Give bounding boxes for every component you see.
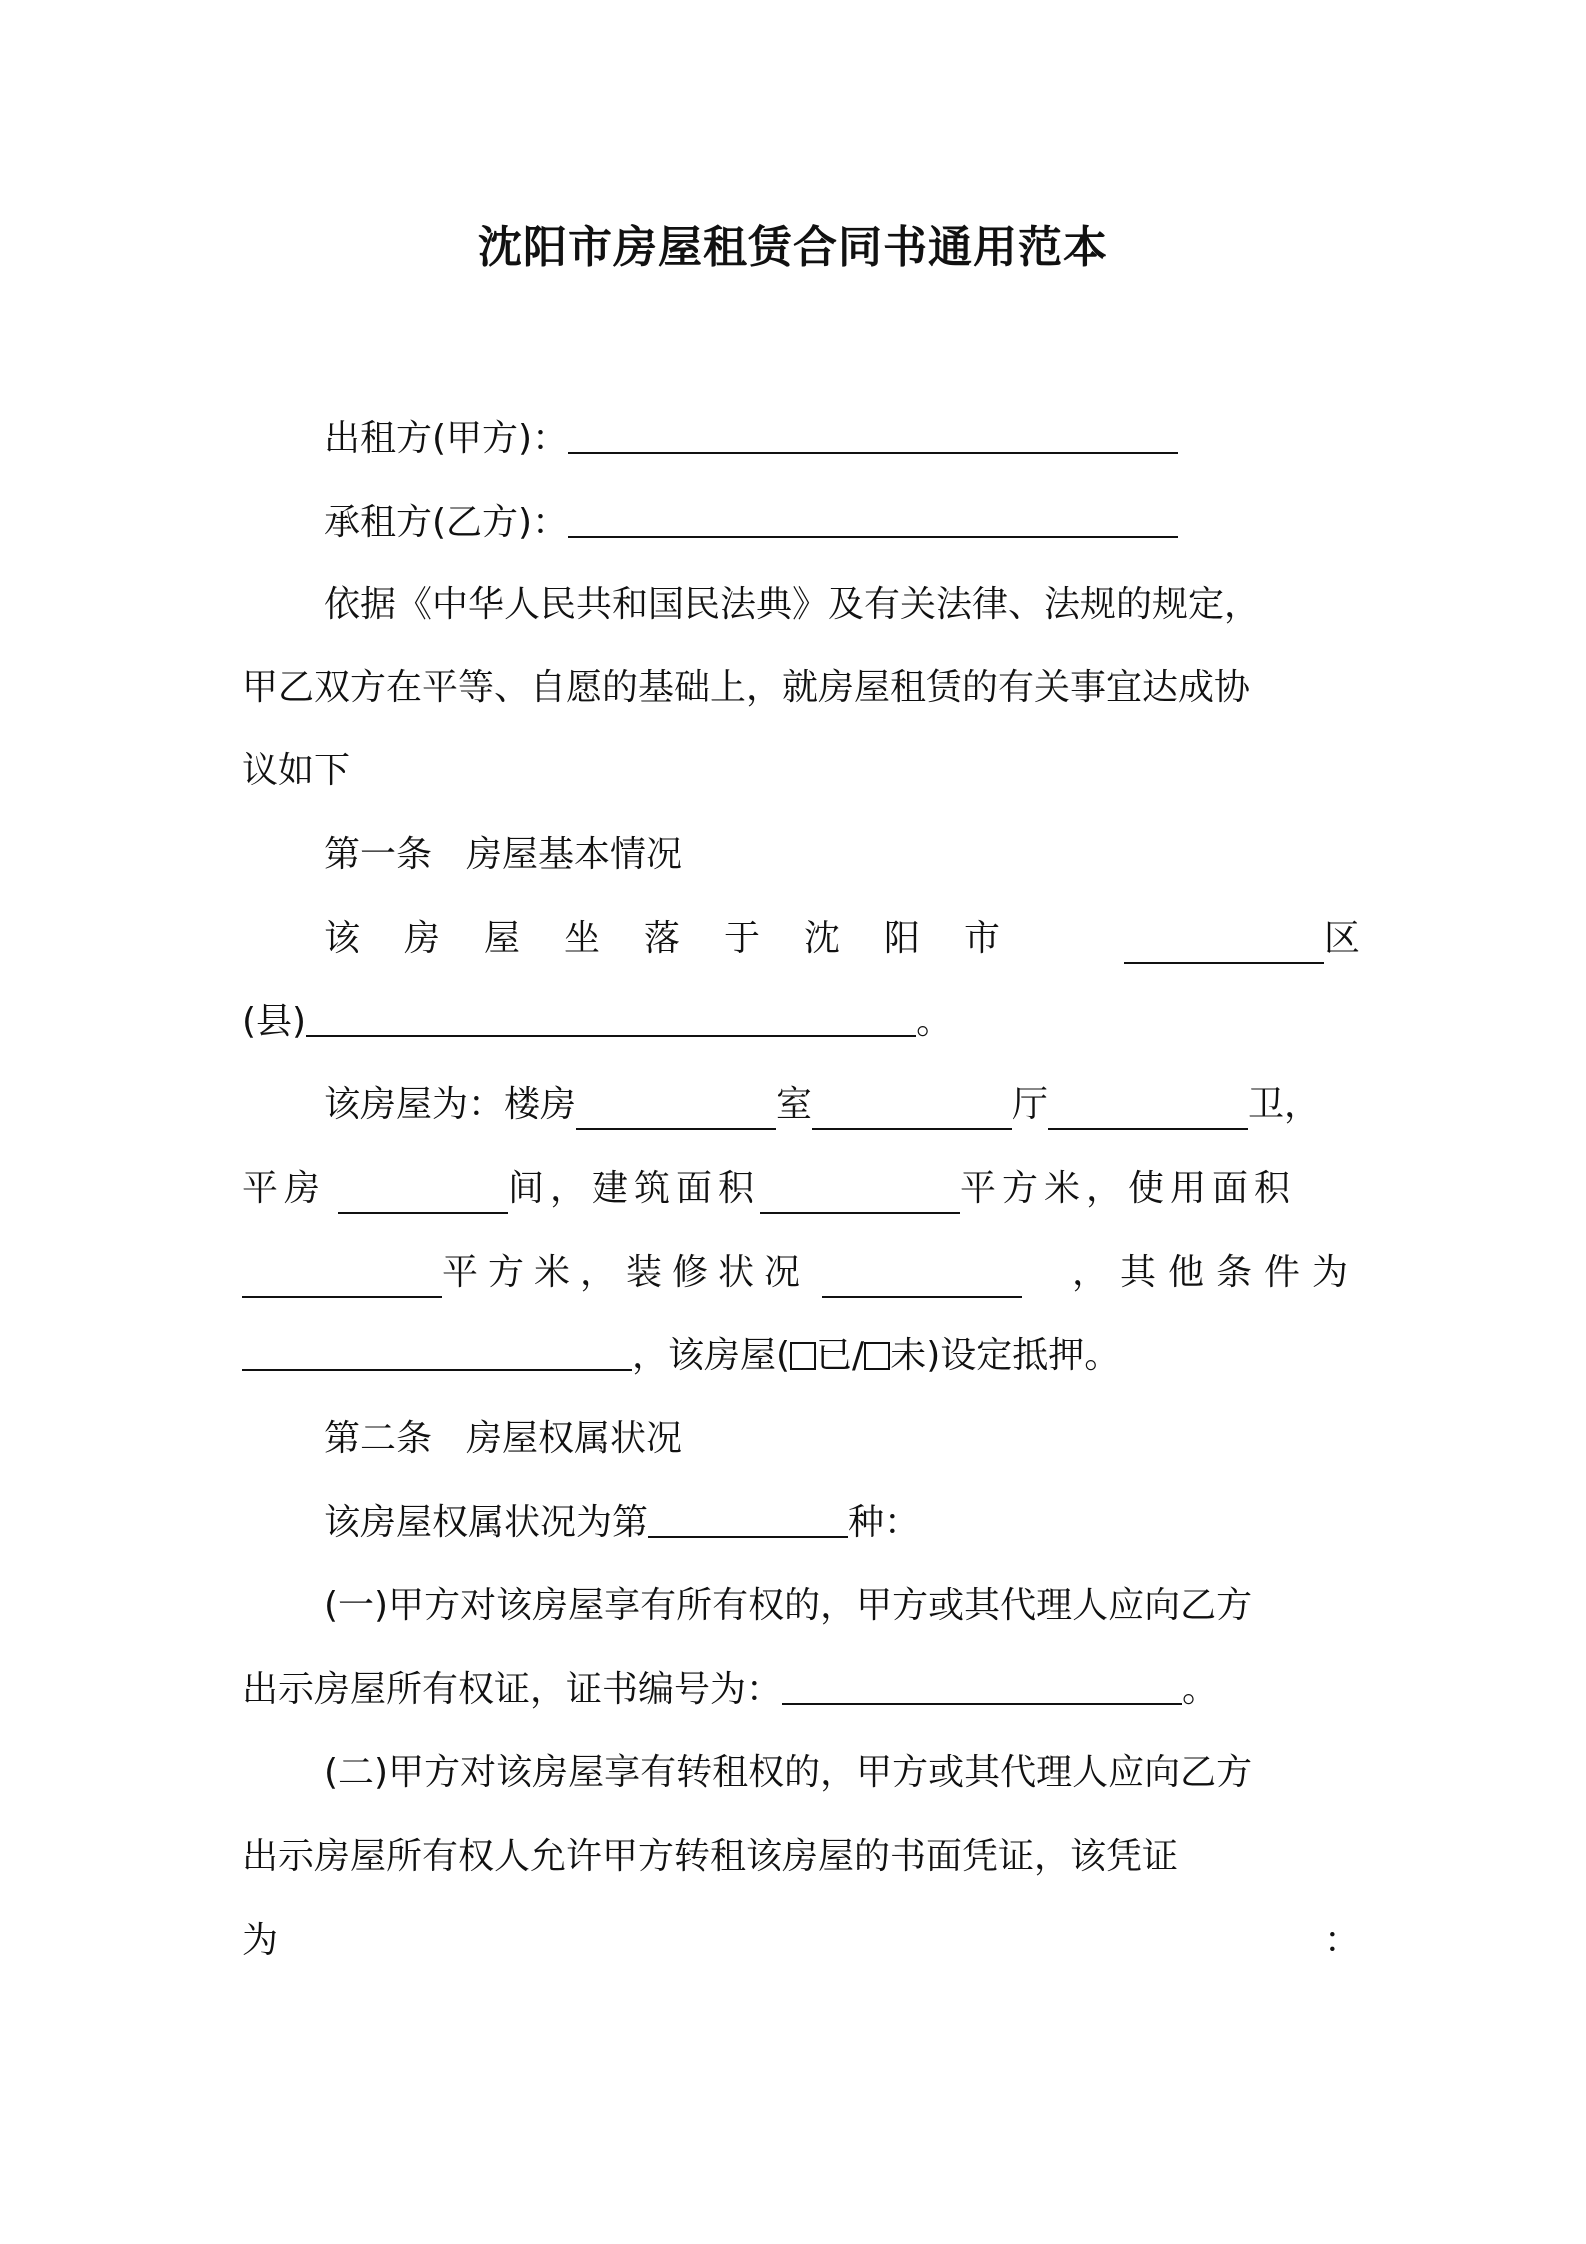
bath-blank[interactable] [1048,1094,1248,1130]
bungalow-label: 平房 [242,1168,327,1209]
lessee-blank[interactable] [568,502,1178,538]
lessor-label: 出租方(甲方)： [324,418,569,459]
mortgage-yes-checkbox[interactable] [790,1342,816,1370]
cert-number-blank[interactable] [782,1669,1182,1705]
district-label: 区 [1323,918,1360,959]
item2-line-1: (二)甲方对该房屋享有转租权的，甲方或其代理人应向乙方 [324,1752,1253,1793]
location-line [242,914,1360,964]
use-area-blank[interactable] [242,1262,442,1298]
item2-line-2: 出示房屋所有权人允许甲方转租该房屋的书面凭证，该凭证 [242,1836,1179,1877]
county-line [242,997,1360,1047]
status-line [242,1498,1442,1548]
decoration-line [242,1248,1360,1298]
type-line [242,1080,1442,1130]
mortgage-line [242,1331,1360,1381]
bath-label: 卫， [1248,1084,1321,1125]
decoration-label: 平方米，装修状况 [442,1252,811,1293]
hall-blank[interactable] [812,1094,1012,1130]
mortgage-yes-label: 已/ [816,1335,865,1376]
article1-number: 第一条 [324,834,433,875]
item2-line-3 [242,1916,1360,1966]
status-suffix: 种： [848,1502,921,1543]
area-line [242,1164,1360,1214]
item2-line3-right: ： [1323,1920,1360,1961]
article2-heading [242,1414,1442,1464]
status-prefix: 该房屋权属状况为第 [324,1502,649,1543]
mortgage-no-checkbox[interactable] [864,1342,890,1370]
item2-line3-left: 为 [242,1920,279,1961]
mortgage-prefix: ，该房屋( [632,1335,791,1376]
item1-end: 。 [1182,1669,1219,1710]
address-blank[interactable] [306,1001,916,1037]
type-prefix: 该房屋为：楼房 [324,1084,577,1125]
location-prefix: 该房屋坐落于沈阳市 [324,918,1045,959]
room-label: 室 [776,1084,813,1125]
room-blank[interactable] [576,1094,776,1130]
use-area-label: 平方米，使用面积 [960,1168,1297,1209]
article2-title: 房屋权属状况 [466,1418,683,1459]
item1-cert-label: 出示房屋所有权证，证书编号为： [242,1669,783,1710]
mortgage-no-label: 未)设定抵押。 [890,1335,1121,1376]
lessee-label: 承租方(乙方)： [324,502,569,543]
jian-label: 间，建筑面积 [508,1168,761,1209]
other-cond-label: ，其他条件为 [1071,1252,1360,1293]
lessee-line [242,498,1442,548]
build-area-blank[interactable] [760,1178,960,1214]
article2-number: 第二条 [324,1418,433,1459]
article1-title: 房屋基本情况 [466,834,683,875]
bungalow-blank[interactable] [338,1178,508,1214]
item1-line-1: (一)甲方对该房屋享有所有权的，甲方或其代理人应向乙方 [324,1585,1253,1626]
preamble-line-3: 议如下 [242,750,351,791]
district-blank[interactable] [1124,928,1324,964]
hall-label: 厅 [1012,1084,1049,1125]
decoration-blank[interactable] [822,1262,1022,1298]
article1-heading [242,830,1442,880]
lessor-line [242,414,1442,464]
document-title: 沈阳市房屋租赁合同书通用范本 [478,222,1108,273]
lessor-blank[interactable] [568,418,1178,454]
location-end: 。 [916,1001,953,1042]
county-label: (县) [242,1001,307,1042]
status-blank[interactable] [648,1502,848,1538]
item1-line-2 [242,1665,1360,1715]
preamble-line-2: 甲乙双方在平等、自愿的基础上，就房屋租赁的有关事宜达成协 [242,667,1251,708]
other-cond-blank[interactable] [242,1335,632,1371]
preamble-line-1: 依据《中华人民共和国民法典》及有关法律、法规的规定， [324,584,1261,625]
